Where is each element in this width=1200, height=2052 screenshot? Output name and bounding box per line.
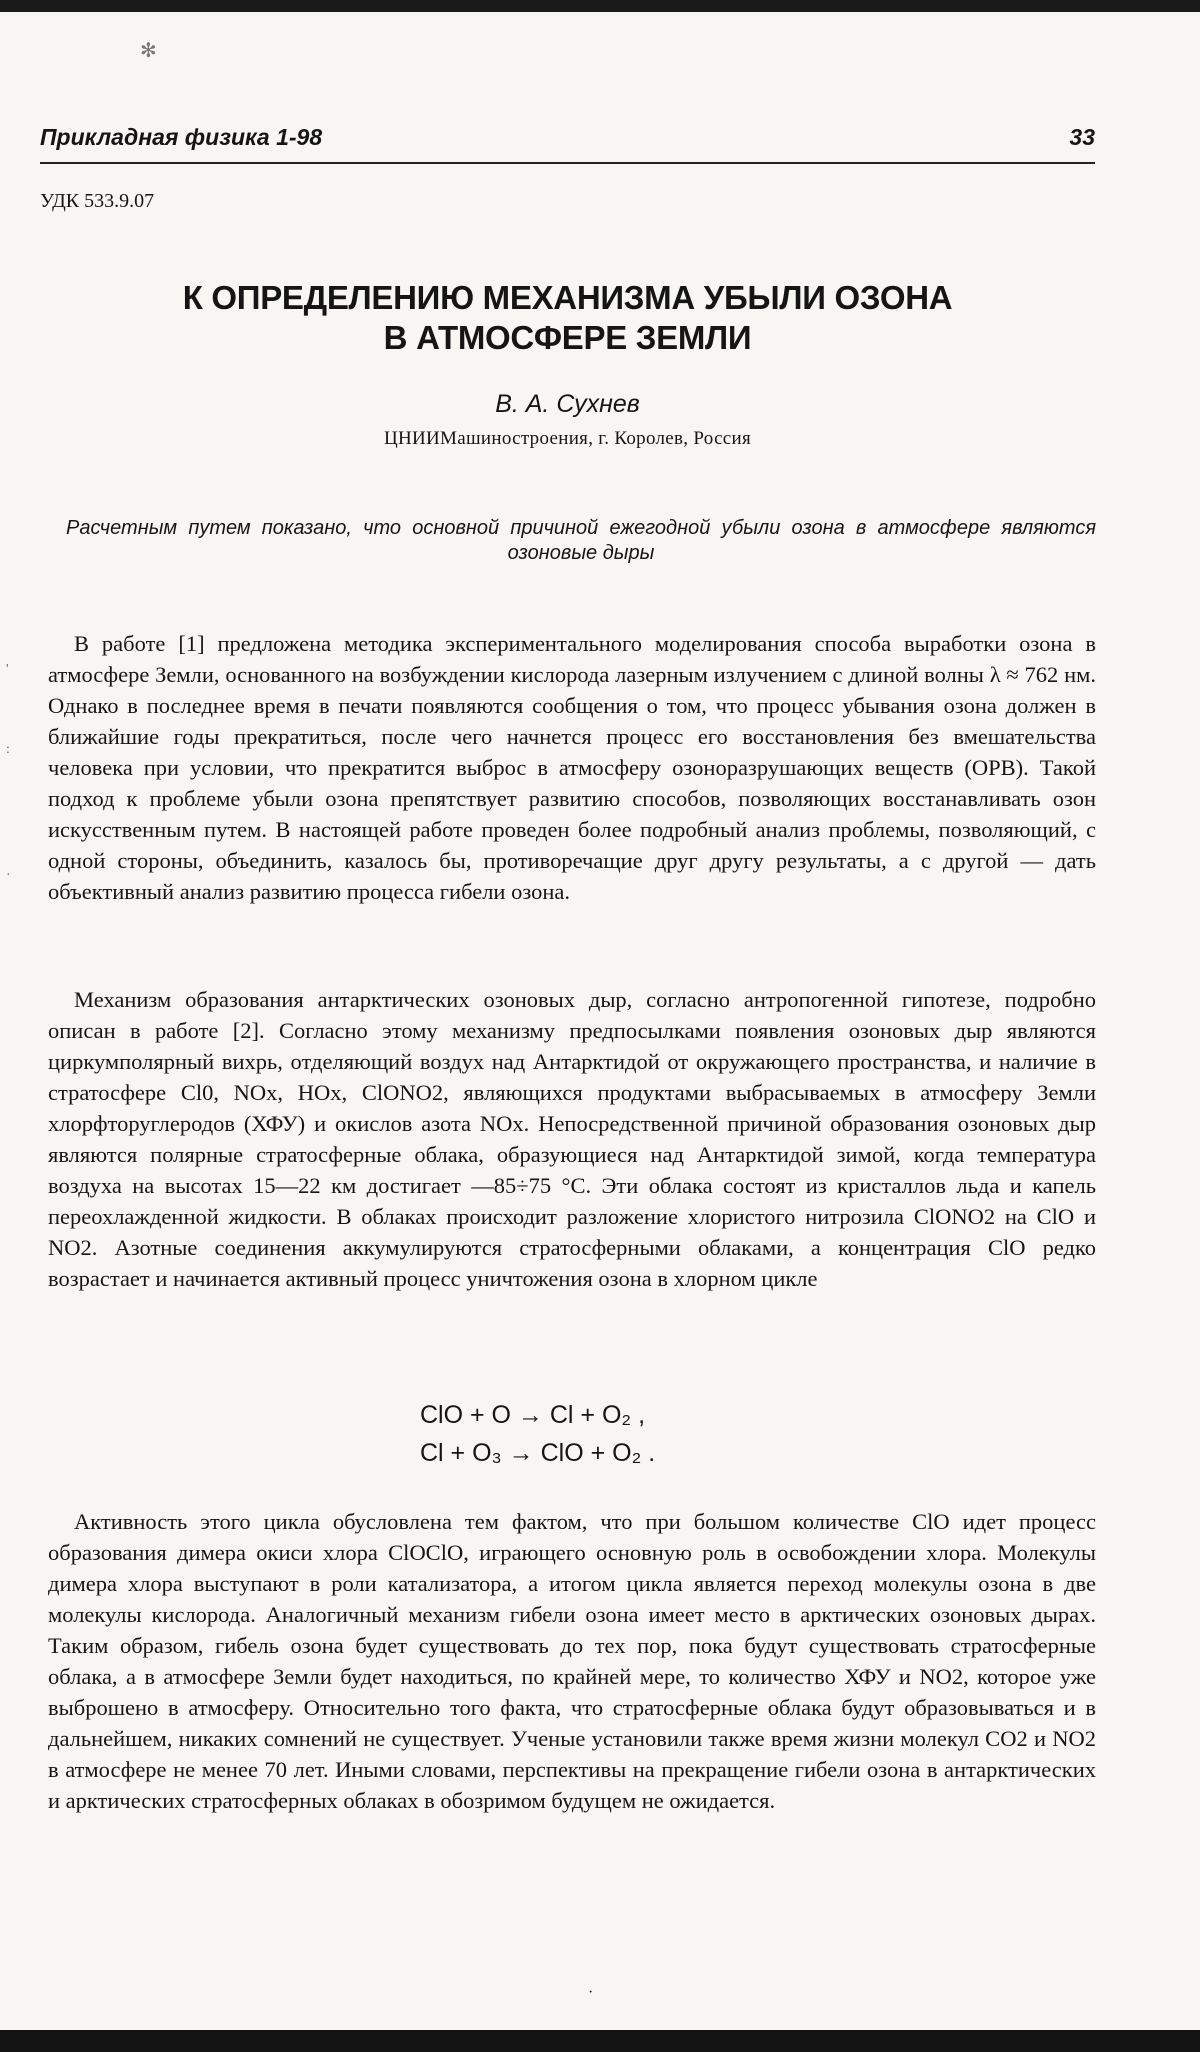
page-number: 33 xyxy=(1069,124,1095,150)
journal-name: Прикладная физика 1-98 xyxy=(40,124,323,150)
author-name: В. А. Сухнев xyxy=(495,390,640,418)
body-paragraph-2: Механизм образования антарктических озоновых дыр, согласно антропогенной гипотезе, подробно описан в работе [2]. Согласно этому механизму предпосылками появления озоновых дыр являются циркумполярный вихрь, отделяющий воздух над Антарктидой от окружающего пространства, и наличие в стратосфере Cl0, NOx, HOx, ClONO2, являющихся продуктами выбрасываемых в атмосферу Земли хлорфторуглеродов (ХФУ) и окислов азота NOx. Непосредственной причиной образования озоновых дыр являются полярные стратосферные облака, образующиеся над Антарктидой зимой, когда температура воздуха на высотах 15—22 км достигает —85÷75 °С. Эти облака состоят из кристаллов льда и капель переохлажденной жидкости. В облаках происходит разложение хлористого нитрозила ClONO2 на ClO и NO2. Азотные соединения аккумулируются стратосферными облаками, а концентрация ClO редко возрастает и начинается активный процесс уничтожения озона в хлорном цикле xyxy=(48,987,1096,1291)
body-paragraph-1: В работе [1] предложена методика экспериментального моделирования способа выработки озона в атмосфере Земли, основанного на возбуждении кислорода лазерным излучением с длиной волны λ ≈ 762 нм. Однако в последнее время в печати появляются сообщения о том, что процесс убывания озона должен в ближайшие годы прекратиться, после чего начнется процесс его восстановления без вмешательства человека при условии, что прекратится выброс в атмосферу озоноразрушающих веществ (ОРВ). Такой подход к проблеме убыли озона препятствует развитию способов, позволяющих восстанавливать озон искусственным путем. В настоящей работе проведен более подробный анализ проблемы, позволяющий, с одной стороны, объединить, казалось бы, противоречащие друг другу результаты, а с другой — дать объективный анализ развитию процесса гибели озона. xyxy=(48,631,1096,904)
margin-mark: ' xyxy=(6,662,9,677)
abstract: Расчетным путем показано, что основной причиной ежегодной убыли озона в атмосфере являются озоновые дыры xyxy=(66,517,1096,564)
equation-2: Cl + O₃ → ClO + O₂ . xyxy=(420,1439,656,1467)
margin-mark: · xyxy=(6,868,11,883)
title-line-2: В АТМОСФЕРЕ ЗЕМЛИ xyxy=(383,319,752,356)
scan-bottom-edge xyxy=(0,2030,1200,2052)
margin-mark: : xyxy=(6,742,10,757)
body-paragraph-3: Активность этого цикла обусловлена тем фактом, что при большом количестве ClO идет процесс образования димера окиси хлора ClOClO, играющего основную роль в освобождении хлора. Молекулы димера хлора выступают в роли катализатора, а итогом цикла является переход молекулы озона в две молекулы кислорода. Аналогичный механизм гибели озона имеет место в арктических озоновых дырах. Таким образом, гибель озона будет существовать до тех пор, пока будут существовать стратосферные облака, а в атмосфере Земли будет находиться, по крайней мере, то количество ХФУ и NO2, которое уже выброшено в атмосферу. Относительно того факта, что стратосферные облака будут образовываться и в дальнейшем, никаких сомнений не существует. Ученые установили также время жизни молекул CO2 и NO2 в атмосфере не менее 70 лет. Иными словами, перспективы на прекращение гибели озона в антарктических и арктических стратосферных облаках в обозримом будущем не ожидается. xyxy=(48,1509,1096,1813)
udk-code: УДК 533.9.07 xyxy=(40,190,155,212)
author-affiliation: ЦНИИМашиностроения, г. Королев, Россия xyxy=(383,428,752,449)
equation-1: ClO + O → Cl + O₂ , xyxy=(420,1401,646,1429)
scan-dot: · xyxy=(588,1984,594,2001)
running-header xyxy=(40,120,1095,164)
equation-block xyxy=(420,1396,720,1472)
article-title xyxy=(40,278,1095,358)
scan-top-edge xyxy=(0,0,1200,12)
title-line-1: К ОПРЕДЕЛЕНИЮ МЕХАНИЗМА УБЫЛИ ОЗОНА xyxy=(182,279,953,316)
scan-speck-icon: ✻ xyxy=(140,40,157,62)
